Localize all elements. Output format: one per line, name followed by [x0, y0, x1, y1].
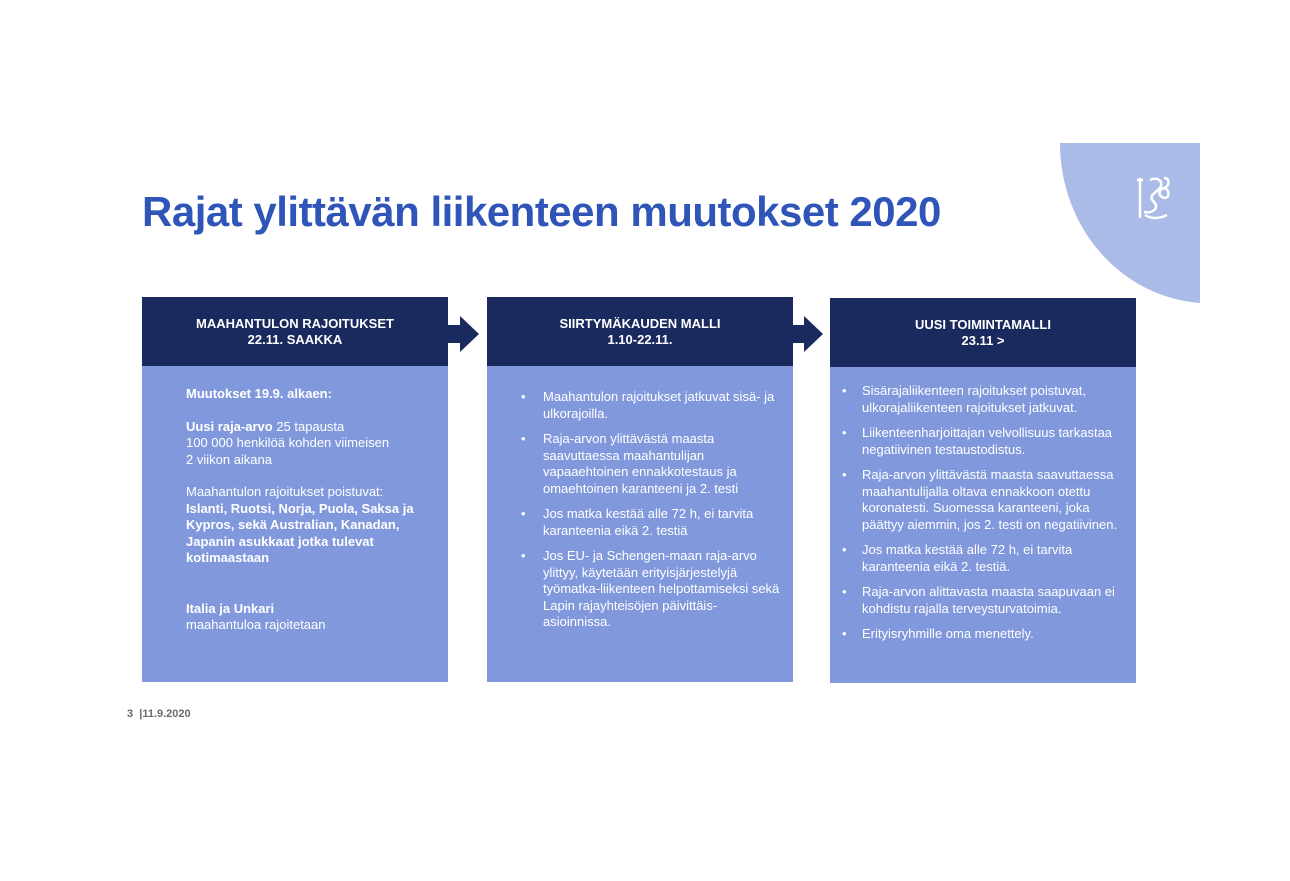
removed-paragraph	[186, 484, 428, 567]
removed-countries: Islanti, Ruotsi, Norja, Puola, Saksa ja Kypros, sekä Australian, Kanadan, Japanin asukkaat jotka tulevat kotimaastaan	[186, 500, 414, 565]
header-date: 22.11. SAAKKA	[247, 331, 343, 347]
list-item: • Raja-arvon ylittävästä maasta saavuttaessa maahantulijan vapaaehtoinen ennakkotestaus ja omaehtoinen karanteeni ja 2. testi	[509, 431, 783, 497]
column-body	[830, 367, 1136, 683]
list-item: • Jos matka kestää alle 72 h, ei tarvita karanteenia eikä 2. testiä.	[830, 542, 1128, 575]
list-item: • Liikenteenharjoittajan velvollisuus tarkastaa negatiivinen testaustodistus.	[830, 425, 1128, 458]
threshold-paragraph	[186, 419, 428, 469]
page-number: 3	[127, 708, 134, 720]
threshold-text: 100 000 henkilöä kohden viimeisen	[186, 435, 390, 450]
threshold-text: 2 viikon aikana	[186, 451, 272, 467]
list-item: • Jos EU- ja Schengen-maan raja-arvo ylittyy, käytetään erityisjärjestelyjä työmatka-liikenteen helpottamiseksi sekä Lapin rajayhteisöjen päivittäis-asioinnissa.	[509, 548, 783, 631]
removed-intro: Maahantulon rajoitukset poistuvat:	[186, 484, 384, 499]
header-line: MAAHANTULON RAJOITUKSET	[196, 315, 394, 331]
footer-date: |11.9.2020	[139, 708, 191, 720]
column-header	[142, 297, 448, 366]
threshold-label: Uusi raja-arvo	[186, 418, 273, 434]
list-item: • Erityisryhmille oma menettely.	[830, 626, 1128, 643]
column-header	[830, 298, 1136, 367]
column-body	[487, 366, 793, 682]
list-item: • Sisärajaliikenteen rajoitukset poistuvat, ulkorajaliikenteen rajoitukset jatkuvat.	[830, 383, 1128, 416]
list-item: • Raja-arvon alittavasta maasta saapuvaan ei kohdistu rajalla terveysturvatoimia.	[830, 584, 1128, 617]
column-header	[487, 297, 793, 366]
column-new-model	[830, 298, 1136, 683]
restricted-countries: Italia ja Unkari	[186, 600, 275, 616]
arrow-right-icon	[792, 316, 824, 352]
restricted-paragraph	[186, 601, 428, 634]
column-transition-model	[487, 297, 793, 682]
intro-text: Muutokset 19.9. alkaen:	[186, 386, 332, 401]
list-item: • Jos matka kestää alle 72 h, ei tarvita karanteenia eikä 2. testiä	[509, 506, 783, 539]
arrow-right-icon	[448, 316, 480, 352]
list-item: • Maahantulon rajoitukset jatkuvat sisä- ja ulkorajoilla.	[509, 389, 783, 422]
restricted-text: maahantuloa rajoitetaan	[186, 617, 326, 632]
list-item: • Raja-arvon ylittävästä maasta saavuttaessa maahantulijalla oltava ennakkoon otettu koronatesti. Suomessa karanteeni, joka päättyy aiemmin, jos 2. testi on negatiivinen.	[830, 467, 1128, 533]
header-date: 23.11 >	[961, 332, 1005, 348]
column-body	[142, 366, 448, 682]
threshold-text: 25 tapausta	[272, 418, 345, 434]
footer	[127, 708, 191, 720]
header-line: UUSI TOIMINTAMALLI	[914, 316, 1051, 332]
header-line: SIIRTYMÄKAUDEN MALLI	[559, 315, 721, 331]
column-entry-restrictions	[142, 297, 448, 682]
page-title: Rajat ylittävän liikenteen muutokset 2020	[142, 188, 941, 235]
header-date: 1.10-22.11.	[607, 331, 673, 347]
